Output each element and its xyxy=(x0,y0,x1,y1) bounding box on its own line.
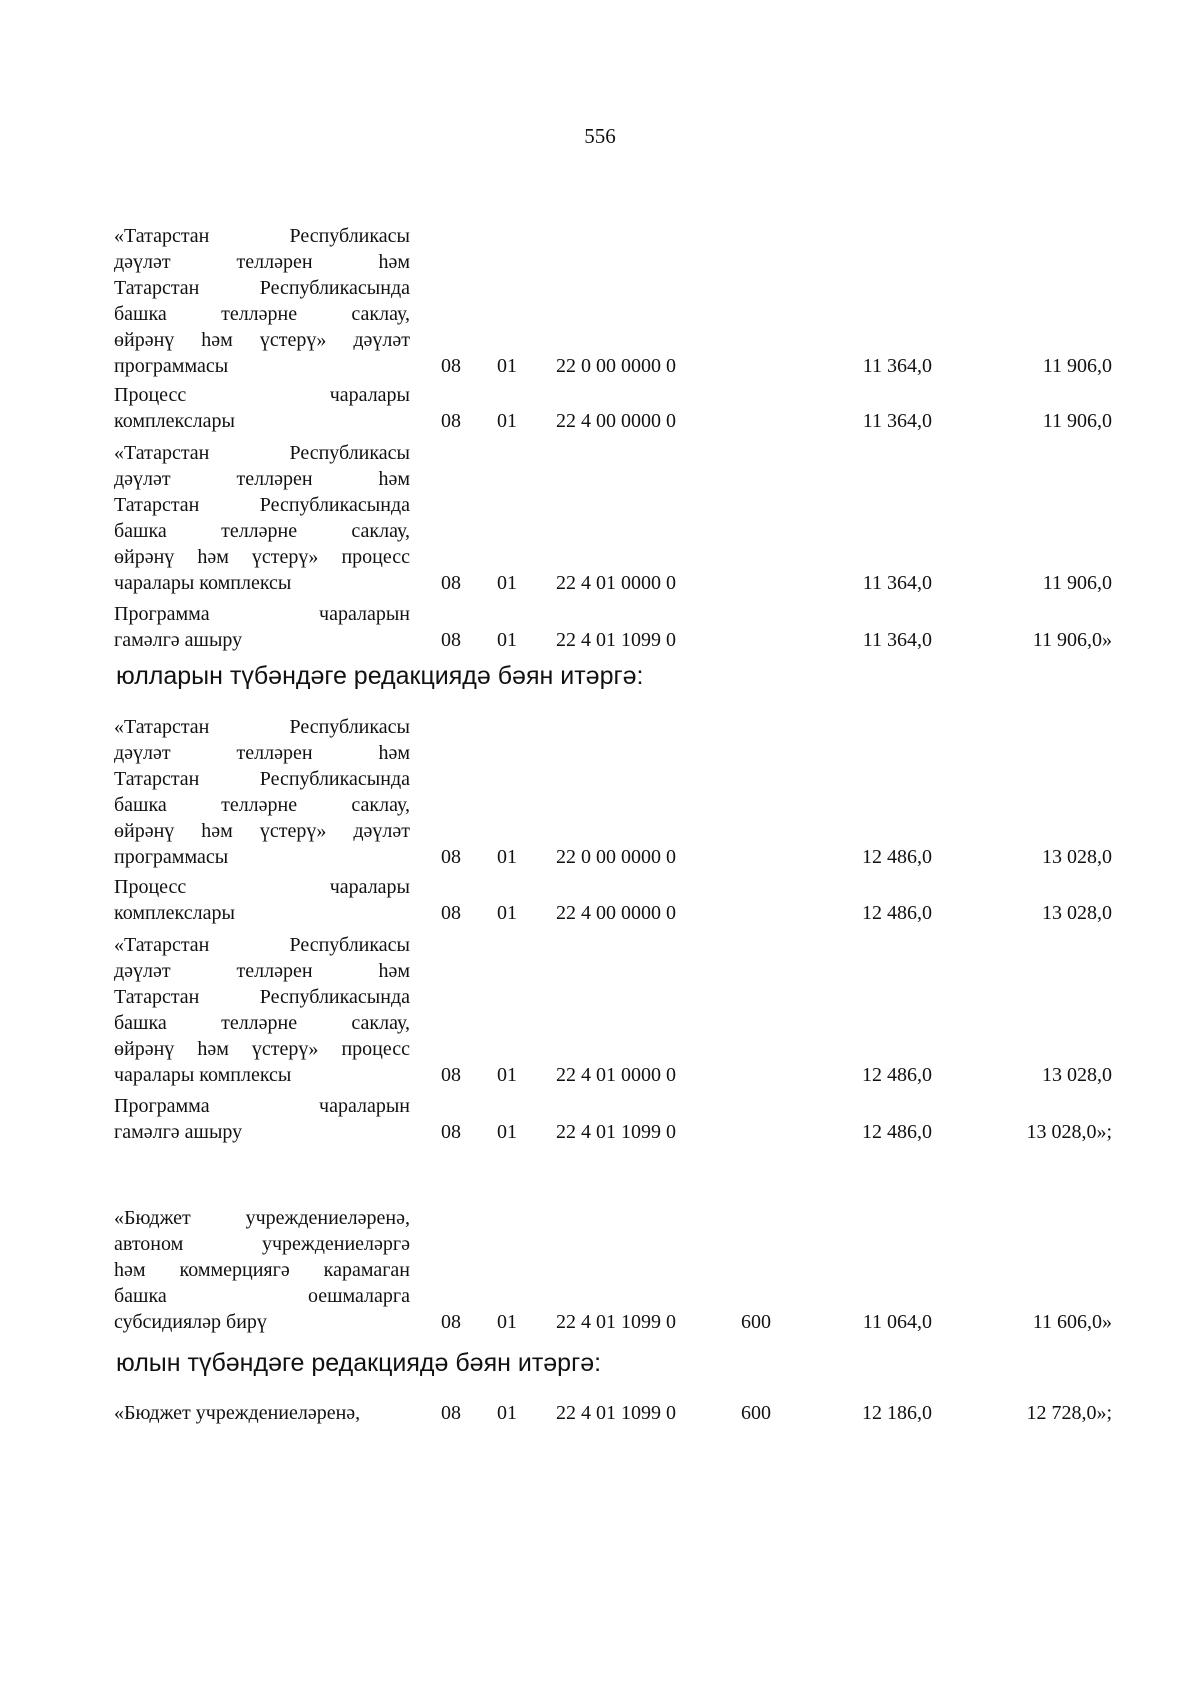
subsection-code: 01 xyxy=(497,410,517,432)
row-name-line: башка телләрне саклау, xyxy=(114,1012,410,1034)
section-code: 08 xyxy=(441,355,461,377)
row-name-line: «Татарстан Республикасы xyxy=(114,225,410,247)
target-article-code: 22 4 00 0000 0 xyxy=(556,410,676,432)
amount-year-1: 12 186,0 xyxy=(862,1402,932,1424)
row-name xyxy=(114,874,410,926)
table-row xyxy=(0,1400,1200,1426)
subsection-code: 01 xyxy=(497,572,517,594)
expense-type-code: 600 xyxy=(741,1311,771,1333)
row-name-line: автоном учреждениеләргә xyxy=(114,1233,410,1255)
target-article-code: 22 0 00 0000 0 xyxy=(556,846,676,868)
instruction-text: юлларын түбәндәге редакциядә бәян итәргә: xyxy=(116,662,644,690)
target-article-code: 22 4 00 0000 0 xyxy=(556,902,676,924)
section-code: 08 xyxy=(441,1402,461,1424)
row-name-line: Татарстан Республикасында xyxy=(114,277,410,299)
target-article-code: 22 4 01 0000 0 xyxy=(556,572,676,594)
row-name-line: дәүләт телләрен һәм xyxy=(114,251,410,273)
row-name-line: өйрәнү һәм үстерү» процесс xyxy=(114,546,410,568)
amount-year-2: 13 028,0»; xyxy=(1026,1121,1112,1143)
target-article-code: 22 4 01 0000 0 xyxy=(556,1064,676,1086)
subsection-code: 01 xyxy=(497,902,517,924)
table-row xyxy=(0,223,1200,379)
row-name-line: Татарстан Республикасында xyxy=(114,494,410,516)
row-name-line: субсидияләр бирү xyxy=(114,1311,267,1333)
amount-year-2: 12 728,0»; xyxy=(1026,1402,1112,1424)
subsection-code: 01 xyxy=(497,1402,517,1424)
row-name-line: башка оешмаларга xyxy=(114,1285,410,1307)
table-row xyxy=(0,932,1200,1088)
table-row xyxy=(0,1205,1200,1335)
row-name-line: чаралары комплексы xyxy=(114,1064,292,1086)
subsection-code: 01 xyxy=(497,1064,517,1086)
row-name xyxy=(114,440,410,596)
row-name-line: «Бюджет учреждениеләренә, xyxy=(114,1402,361,1424)
row-name-line: дәүләт телләрен һәм xyxy=(114,742,410,764)
amount-year-2: 13 028,0 xyxy=(1042,902,1112,924)
subsection-code: 01 xyxy=(497,1311,517,1333)
row-name-line: дәүләт телләрен һәм xyxy=(114,468,410,490)
table-row xyxy=(0,440,1200,596)
row-name-line: комплекслары xyxy=(114,410,235,432)
row-name xyxy=(114,932,410,1088)
row-name-line: «Татарстан Республикасы xyxy=(114,716,410,738)
row-name-line: гамәлгә ашыру xyxy=(114,629,243,651)
amount-year-2: 11 606,0» xyxy=(1032,1311,1112,1333)
section-code: 08 xyxy=(441,1064,461,1086)
row-name-line: Процесс чаралары xyxy=(114,876,410,898)
row-name-line: Программа чараларын xyxy=(114,603,410,625)
row-name-line: өйрәнү һәм үстерү» дәүләт xyxy=(114,329,410,351)
subsection-code: 01 xyxy=(497,629,517,651)
amount-year-2: 11 906,0 xyxy=(1042,355,1112,377)
row-name-line: Татарстан Республикасында xyxy=(114,986,410,1008)
section-code: 08 xyxy=(441,572,461,594)
table-row xyxy=(0,714,1200,870)
subsection-code: 01 xyxy=(497,355,517,377)
row-name xyxy=(114,1400,410,1426)
table-row xyxy=(0,1093,1200,1145)
row-name-line: комплекслары xyxy=(114,902,235,924)
target-article-code: 22 4 01 1099 0 xyxy=(556,1121,676,1143)
section-code: 08 xyxy=(441,1311,461,1333)
amount-year-1: 12 486,0 xyxy=(862,1121,932,1143)
row-name xyxy=(114,601,410,653)
amount-year-1: 11 364,0 xyxy=(862,629,932,651)
amount-year-2: 11 906,0 xyxy=(1042,410,1112,432)
row-name xyxy=(114,1093,410,1145)
page-number: 556 xyxy=(584,124,616,148)
section-code: 08 xyxy=(441,410,461,432)
amount-year-2: 11 906,0» xyxy=(1032,629,1112,651)
target-article-code: 22 4 01 1099 0 xyxy=(556,629,676,651)
target-article-code: 22 4 01 1099 0 xyxy=(556,1311,676,1333)
table-row xyxy=(0,874,1200,926)
row-name-line: Татарстан Республикасында xyxy=(114,768,410,790)
row-name-line: дәүләт телләрен һәм xyxy=(114,960,410,982)
instruction-text: юлын түбәндәге редакциядә бәян итәргә: xyxy=(116,1349,602,1377)
row-name-line: башка телләрне саклау, xyxy=(114,520,410,542)
row-name-line: чаралары комплексы xyxy=(114,572,292,594)
section-code: 08 xyxy=(441,629,461,651)
amount-year-2: 11 906,0 xyxy=(1042,572,1112,594)
row-name-line: Программа чараларын xyxy=(114,1095,410,1117)
row-name-line: программасы xyxy=(114,846,229,868)
subsection-code: 01 xyxy=(497,846,517,868)
row-name-line: өйрәнү һәм үстерү» процесс xyxy=(114,1038,410,1060)
target-article-code: 22 0 00 0000 0 xyxy=(556,355,676,377)
row-name-line: «Бюджет учреждениеләренә, xyxy=(114,1207,410,1229)
table-row xyxy=(0,382,1200,434)
amount-year-1: 11 364,0 xyxy=(862,355,932,377)
row-name-line: «Татарстан Республикасы xyxy=(114,442,410,464)
amount-year-1: 12 486,0 xyxy=(862,902,932,924)
section-code: 08 xyxy=(441,902,461,924)
amount-year-2: 13 028,0 xyxy=(1042,1064,1112,1086)
amount-year-1: 11 364,0 xyxy=(862,410,932,432)
row-name-line: Процесс чаралары xyxy=(114,384,410,406)
row-name-line: башка телләрне саклау, xyxy=(114,303,410,325)
row-name-line: һәм коммерциягә карамаган xyxy=(114,1259,410,1281)
section-code: 08 xyxy=(441,1121,461,1143)
amount-year-1: 11 364,0 xyxy=(862,572,932,594)
row-name-line: өйрәнү һәм үстерү» дәүләт xyxy=(114,820,410,842)
row-name-line: программасы xyxy=(114,355,229,377)
amount-year-2: 13 028,0 xyxy=(1042,846,1112,868)
subsection-code: 01 xyxy=(497,1121,517,1143)
row-name-line: «Татарстан Республикасы xyxy=(114,934,410,956)
amount-year-1: 12 486,0 xyxy=(862,846,932,868)
table-row xyxy=(0,601,1200,653)
section-code: 08 xyxy=(441,846,461,868)
row-name xyxy=(114,714,410,870)
amount-year-1: 11 064,0 xyxy=(862,1311,932,1333)
row-name-line: башка телләрне саклау, xyxy=(114,794,410,816)
amount-year-1: 12 486,0 xyxy=(862,1064,932,1086)
row-name-line: гамәлгә ашыру xyxy=(114,1121,243,1143)
expense-type-code: 600 xyxy=(741,1402,771,1424)
row-name xyxy=(114,223,410,379)
row-name xyxy=(114,382,410,434)
target-article-code: 22 4 01 1099 0 xyxy=(556,1402,676,1424)
row-name xyxy=(114,1205,410,1335)
